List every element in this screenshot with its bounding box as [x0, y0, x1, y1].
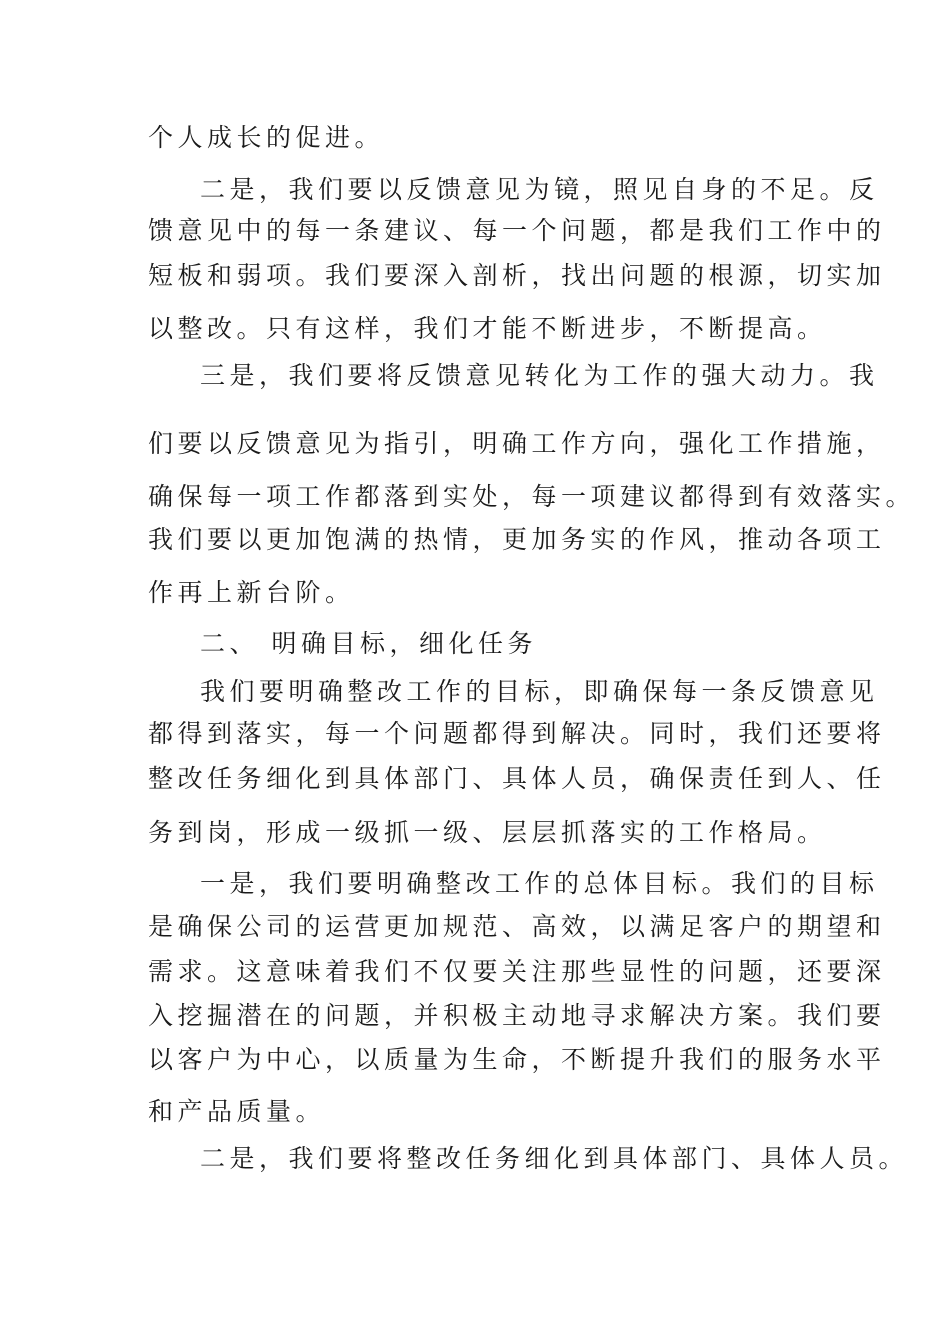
text-line-2: 二是，我们要以反馈意见为镜，照见自身的不足。反: [200, 175, 879, 204]
text-line-14: 整改任务细化到具体部门、具体人员，确保责任到人、任: [148, 764, 886, 793]
text-line-19: 入挖掘潜在的问题，并积极主动地寻求解决方案。我们要: [148, 1001, 886, 1030]
text-line-1: 个人成长的促进。: [148, 123, 385, 152]
text-line-6: 三是，我们要将反馈意见转化为工作的强大动力。我: [200, 361, 879, 390]
text-line-13: 都得到落实，每一个问题都得到解决。同时，我们还要将: [148, 719, 886, 748]
text-line-16: 一是，我们要明确整改工作的总体目标。我们的目标: [200, 869, 879, 898]
text-line-21: 和产品质量。: [148, 1097, 326, 1126]
text-line-18: 需求。这意味着我们不仅要关注那些显性的问题，还要深: [148, 957, 886, 986]
text-line-7: 们要以反馈意见为指引，明确工作方向，强化工作措施，: [148, 429, 886, 458]
text-line-15: 务到岗，形成一级抓一级、层层抓落实的工作格局。: [148, 818, 827, 847]
section-heading: 二、 明确目标，细化任务: [200, 629, 537, 658]
text-line-22: 二是，我们要将整改任务细化到具体部门、具体人员。: [200, 1144, 909, 1173]
text-line-9: 我们要以更加饱满的热情，更加务实的作风，推动各项工: [148, 525, 886, 554]
text-line-20: 以客户为中心，以质量为生命，不断提升我们的服务水平: [148, 1045, 886, 1074]
text-line-5: 以整改。只有这样，我们才能不断进步，不断提高。: [148, 314, 827, 343]
text-line-8: 确保每一项工作都落到实处，每一项建议都得到有效落实。: [148, 482, 916, 511]
text-line-4: 短板和弱项。我们要深入剖析，找出问题的根源，切实加: [148, 261, 886, 290]
text-line-3: 馈意见中的每一条建议、每一个问题，都是我们工作中的: [148, 216, 886, 245]
text-line-12: 我们要明确整改工作的目标，即确保每一条反馈意见: [200, 677, 879, 706]
text-line-10: 作再上新台阶。: [148, 578, 355, 607]
text-line-17: 是确保公司的运营更加规范、高效，以满足客户的期望和: [148, 912, 886, 941]
